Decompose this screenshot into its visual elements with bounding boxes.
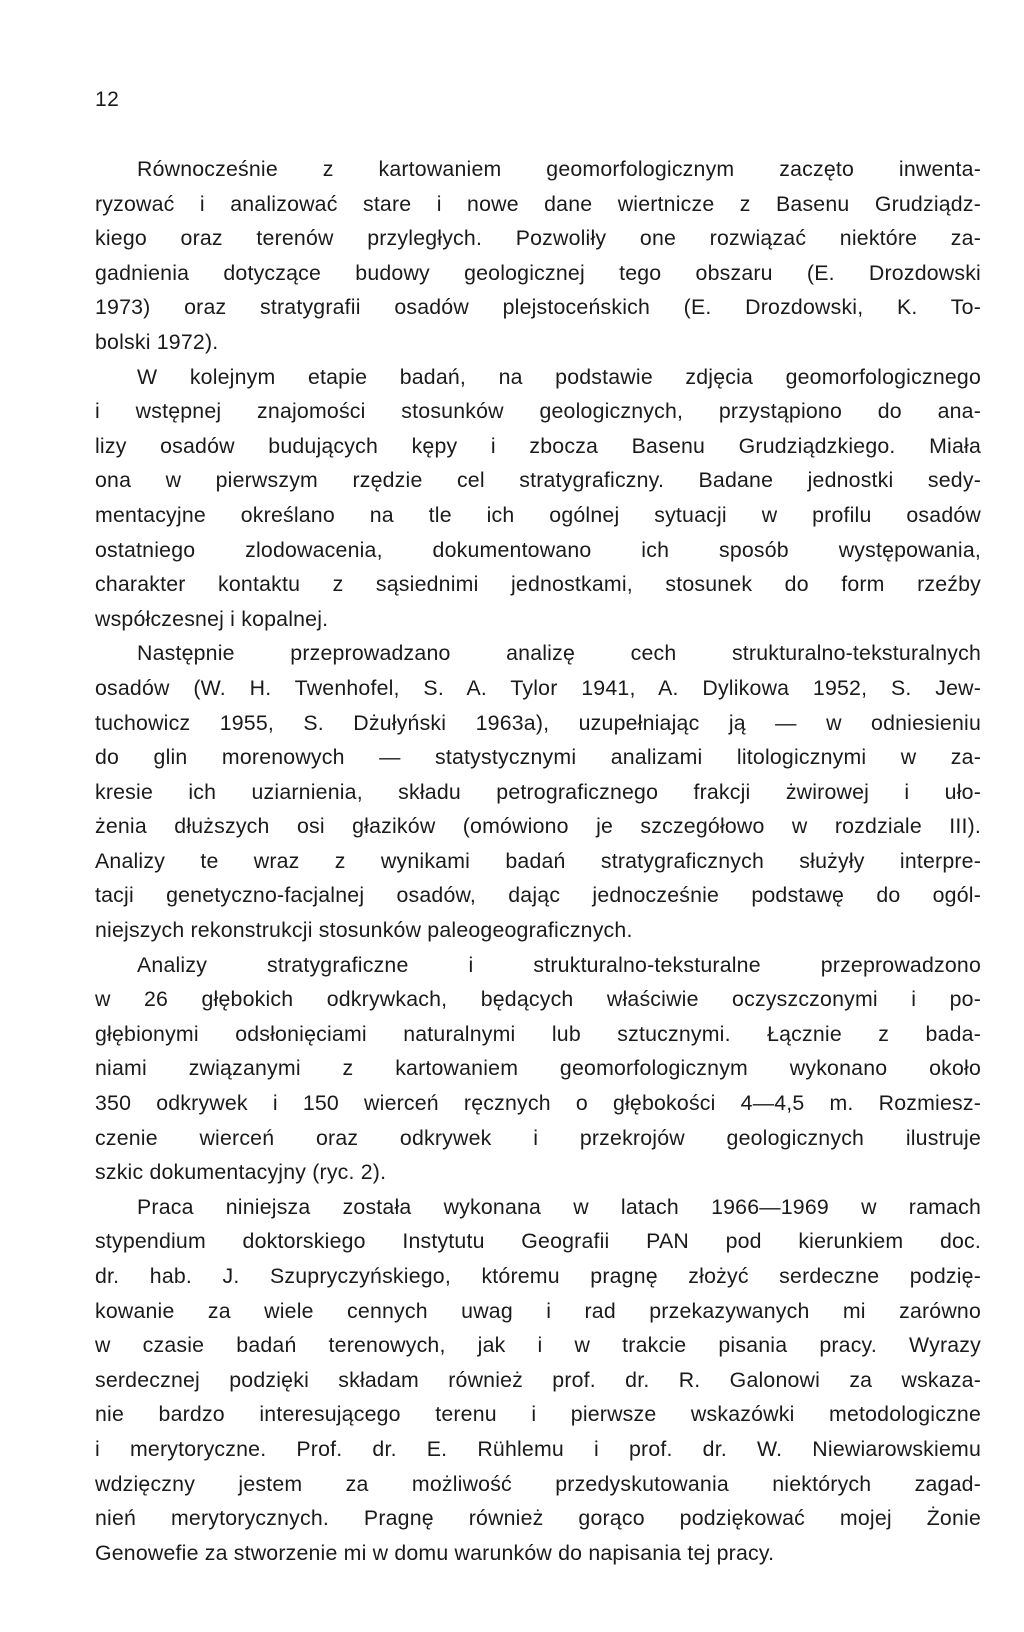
- text-line: żenia dłuższych osi głazików (omówiono je szczegółowo w rozdziale III).: [95, 814, 981, 839]
- text-line: ona w pierwszym rzędzie cel stratygraficzny. Badane jednostki sedy-: [95, 468, 981, 493]
- text-line: ostatniego zlodowacenia, dokumentowano ich sposób występowania,: [95, 537, 981, 562]
- text-line: W kolejnym etapie badań, na podstawie zdjęcia geomorfologicznego: [137, 364, 981, 389]
- text-line: Równocześnie z kartowaniem geomorfologicznym zaczęto inwenta-: [137, 157, 981, 181]
- text-line: 350 odkrywek i 150 wierceń ręcznych o głębokości 4—4,5 m. Rozmiesz-: [95, 1091, 981, 1116]
- text-line: gadnienia dotyczące budowy geologicznej tego obszaru (E. Drozdowski: [95, 260, 981, 285]
- text-line: tacji genetyczno-facjalnej osadów, dając jednocześnie podstawę do ogól-: [95, 883, 981, 908]
- text-line: Następnie przeprowadzano analizę cech strukturalno-teksturalnych: [137, 641, 981, 666]
- text-line: Analizy te wraz z wynikami badań stratygraficznych służyły interpre-: [95, 848, 981, 873]
- text-line: szkic dokumentacyjny (ryc. 2).: [95, 1160, 387, 1185]
- text-line: nie bardzo interesującego terenu i pierwsze wskazówki metodologiczne: [95, 1402, 981, 1427]
- text-line: kresie ich uziarnienia, składu petrograficznego frakcji żwirowej i uło-: [95, 779, 981, 804]
- text-line: nień merytorycznych. Pragnę również gorąco podziękować mojej Żonie: [95, 1506, 981, 1531]
- text-line: w 26 głębokich odkrywkach, będących właściwie oczyszczonymi i po-: [95, 987, 981, 1012]
- body-text: [95, 152, 981, 1570]
- text-line: i merytoryczne. Prof. dr. E. Rühlemu i prof. dr. W. Niewiarowskiemu: [95, 1436, 981, 1461]
- text-line: charakter kontaktu z sąsiednimi jednostkami, stosunek do form rzeźby: [95, 572, 981, 597]
- text-line: kowanie za wiele cennych uwag i rad przekazywanych mi zarówno: [95, 1298, 981, 1323]
- text-line: współczesnej i kopalnej.: [95, 606, 329, 631]
- text-line: niami związanymi z kartowaniem geomorfologicznym wykonano około: [95, 1056, 981, 1081]
- text-line: niejszych rekonstrukcji stosunków paleogeograficznych.: [95, 918, 633, 943]
- text-line: bolski 1972).: [95, 329, 219, 354]
- text-line: 1973) oraz stratygrafii osadów plejstoceńskich (E. Drozdowski, K. To-: [95, 295, 981, 320]
- page-number: 12: [95, 88, 120, 111]
- text-line: ryzować i analizować stare i nowe dane wiertnicze z Basenu Grudziądz-: [95, 191, 981, 216]
- text-line: czenie wierceń oraz odkrywek i przekrojów geologicznych ilustruje: [95, 1125, 981, 1150]
- text-line: i wstępnej znajomości stosunków geologicznych, przystąpiono do ana-: [95, 399, 981, 424]
- text-line: lizy osadów budujących kępy i zbocza Basenu Grudziądzkiego. Miała: [95, 433, 981, 458]
- text-line: głębionymi odsłonięciami naturalnymi lub sztucznymi. Łącznie z bada-: [95, 1021, 981, 1046]
- text-line: do glin morenowych — statystycznymi analizami litologicznymi w za-: [95, 745, 981, 770]
- text-line: osadów (W. H. Twenhofel, S. A. Tylor 1941, A. Dylikowa 1952, S. Jew-: [95, 675, 981, 700]
- text-line: stypendium doktorskiego Instytutu Geografii PAN pod kierunkiem doc.: [95, 1229, 981, 1254]
- text-line: Genowefie za stworzenie mi w domu warunków do napisania tej pracy.: [95, 1540, 775, 1565]
- text-line: w czasie badań terenowych, jak i w trakcie pisania pracy. Wyrazy: [95, 1333, 981, 1358]
- text-line: serdecznej podzięki składam również prof. dr. R. Galonowi za wskaza-: [95, 1367, 981, 1392]
- text-line: kiego oraz terenów przyległych. Pozwoliły one rozwiązać niektóre za-: [95, 226, 981, 251]
- text-line: Analizy stratygraficzne i strukturalno-teksturalne przeprowadzono: [137, 952, 981, 977]
- text-line: mentacyjne określano na tle ich ogólnej sytuacji w profilu osadów: [95, 502, 981, 527]
- text-line: Praca niniejsza została wykonana w latach 1966—1969 w ramach: [137, 1194, 981, 1219]
- text-line: dr. hab. J. Szupryczyńskiego, któremu pragnę złożyć serdeczne podzię-: [95, 1264, 981, 1288]
- text-line: wdzięczny jestem za możliwość przedyskutowania niektórych zagad-: [95, 1471, 981, 1496]
- text-line: tuchowicz 1955, S. Dżułyński 1963a), uzupełniając ją — w odniesieniu: [95, 710, 981, 735]
